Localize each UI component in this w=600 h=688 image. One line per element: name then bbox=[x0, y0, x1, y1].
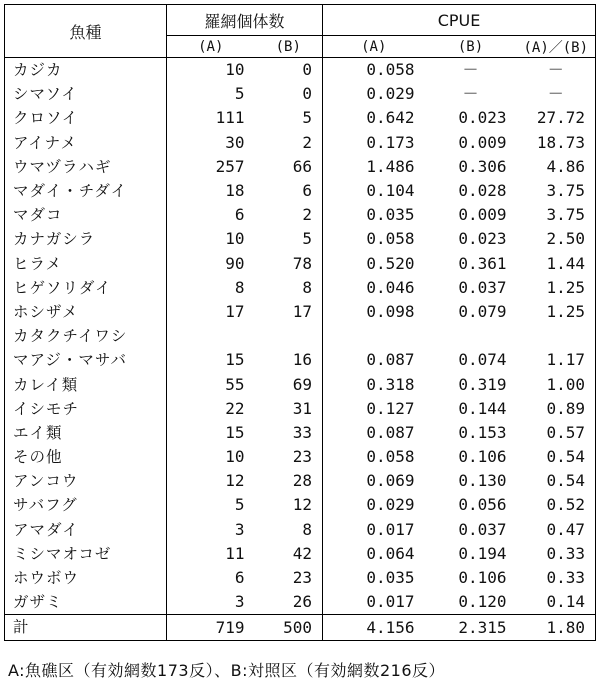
species-name: クロソイ bbox=[5, 106, 167, 130]
catch-b-cell: 5 bbox=[255, 227, 323, 251]
species-name: マアジ・マサバ bbox=[5, 348, 167, 372]
catch-a-cell: 10 bbox=[225, 447, 245, 467]
catch-a-cell: 5 bbox=[234, 495, 245, 515]
cpue-a-cell: 0.035 bbox=[366, 568, 415, 588]
subheader-cpue-a: (A) bbox=[323, 36, 425, 58]
cpue-b-cell: 0.023 bbox=[458, 229, 507, 249]
cpue-b-cell: 0.144 bbox=[458, 398, 507, 418]
species-name: カジカ bbox=[5, 58, 167, 83]
ratio-cell: 1.00 bbox=[546, 374, 586, 394]
species-name: アイナメ bbox=[5, 131, 167, 155]
ratio-cell: 27.72 bbox=[536, 108, 586, 128]
cpue-a-cell: 0.029 bbox=[366, 84, 415, 104]
catch-a-cell: 90 bbox=[225, 253, 245, 273]
catch-b-cell: 33 bbox=[255, 421, 323, 445]
ratio-cell: 1.25 bbox=[546, 301, 586, 321]
table-row bbox=[5, 518, 596, 542]
cpue-group-header: CPUE bbox=[437, 10, 481, 30]
species-name: その他 bbox=[5, 445, 167, 469]
catch-group-header: 羅網個体数 bbox=[167, 5, 323, 36]
table-body bbox=[5, 58, 596, 615]
catch-b-cell: 23 bbox=[255, 566, 323, 590]
cpue-a-cell: 0.098 bbox=[366, 301, 415, 321]
table-row bbox=[5, 58, 596, 83]
table-row bbox=[5, 445, 596, 469]
species-name: シマソイ bbox=[5, 82, 167, 106]
species-name: カタクチイワシ bbox=[5, 324, 167, 348]
catch-a-cell: 30 bbox=[225, 132, 245, 152]
ratio-cell: 3.75 bbox=[546, 205, 586, 225]
catch-a-cell: 6 bbox=[234, 568, 245, 588]
cpue-a-cell: 0.017 bbox=[366, 519, 415, 539]
catch-b-cell: 0 bbox=[255, 58, 323, 83]
catch-b-cell: 69 bbox=[255, 372, 323, 396]
total-ratio: 1.80 bbox=[517, 615, 596, 641]
cpue-b-cell: 0.194 bbox=[458, 543, 507, 563]
table-row bbox=[5, 203, 596, 227]
catch-b-cell: 31 bbox=[255, 397, 323, 421]
ratio-cell: 1.44 bbox=[546, 253, 586, 273]
catch-b-cell: 5 bbox=[255, 106, 323, 130]
table-row bbox=[5, 397, 596, 421]
table-row bbox=[5, 300, 596, 324]
cpue-b-cell: 0.037 bbox=[458, 277, 507, 297]
catch-a-cell: 3 bbox=[234, 519, 245, 539]
cpue-b-cell: 0.009 bbox=[458, 132, 507, 152]
cpue-b-cell: － bbox=[425, 58, 517, 83]
catch-b-cell: 2 bbox=[255, 203, 323, 227]
ratio-cell: 4.86 bbox=[546, 156, 586, 176]
catch-a-cell: 12 bbox=[225, 471, 245, 491]
catch-b-cell: 8 bbox=[255, 276, 323, 300]
table-row bbox=[5, 324, 596, 348]
catch-b-cell: 26 bbox=[255, 590, 323, 615]
cpue-a-cell: 0.069 bbox=[366, 471, 415, 491]
header-row-1 bbox=[5, 5, 596, 36]
ratio-cell: － bbox=[517, 58, 596, 83]
ratio-cell: 0.14 bbox=[546, 592, 586, 612]
cpue-a-cell: 1.486 bbox=[366, 156, 415, 176]
catch-a-cell: 22 bbox=[225, 398, 245, 418]
catch-b-cell bbox=[255, 324, 323, 348]
species-header: 魚種 bbox=[5, 5, 167, 58]
table-row bbox=[5, 252, 596, 276]
catch-b-cell: 6 bbox=[255, 179, 323, 203]
ratio-cell: － bbox=[547, 84, 564, 104]
species-name: マダコ bbox=[5, 203, 167, 227]
cpue-b-cell: 0.306 bbox=[458, 156, 507, 176]
catch-b-cell: 0 bbox=[255, 82, 323, 106]
table-row bbox=[5, 421, 596, 445]
ratio-cell: 0.33 bbox=[546, 568, 586, 588]
catch-a-cell: 6 bbox=[234, 205, 245, 225]
ratio-cell: 0.54 bbox=[546, 447, 586, 467]
catch-a-cell: 15 bbox=[225, 422, 245, 442]
species-name: アンコウ bbox=[5, 469, 167, 493]
catch-a-cell: 18 bbox=[225, 181, 245, 201]
cpue-a-cell: 0.104 bbox=[366, 181, 415, 201]
cpue-b-cell: 0.028 bbox=[458, 181, 507, 201]
species-name: ミシマオコゼ bbox=[5, 542, 167, 566]
cpue-b-cell: 0.009 bbox=[458, 205, 507, 225]
catch-a-cell: 10 bbox=[225, 229, 245, 249]
ratio-cell: 0.89 bbox=[546, 398, 586, 418]
catch-a-cell: 3 bbox=[234, 592, 245, 612]
total-row bbox=[5, 615, 596, 641]
species-name: カレイ類 bbox=[5, 372, 167, 396]
catch-a-cell: 17 bbox=[225, 301, 245, 321]
ratio-cell: 3.75 bbox=[546, 181, 586, 201]
total-cpue-a: 4.156 bbox=[323, 615, 425, 641]
catch-a-cell: 55 bbox=[225, 374, 245, 394]
cpue-b-cell: － bbox=[462, 84, 479, 104]
cpue-b-cell: 0.106 bbox=[458, 447, 507, 467]
cpue-a-cell: 0.064 bbox=[366, 543, 415, 563]
cpue-a-cell: 0.520 bbox=[366, 253, 415, 273]
cpue-a-cell: 0.173 bbox=[366, 132, 415, 152]
table-row bbox=[5, 106, 596, 130]
species-name: ホシザメ bbox=[5, 300, 167, 324]
species-name: エイ類 bbox=[5, 421, 167, 445]
ratio-cell: 1.17 bbox=[546, 350, 586, 370]
subheader-ratio: (A)／(B) bbox=[517, 36, 596, 58]
species-name: ガザミ bbox=[5, 590, 167, 615]
species-name: カナガシラ bbox=[5, 227, 167, 251]
catch-b-cell: 28 bbox=[255, 469, 323, 493]
cpue-b-cell bbox=[425, 324, 517, 348]
cpue-a-cell: 0.058 bbox=[366, 447, 415, 467]
cpue-b-cell: 0.106 bbox=[458, 568, 507, 588]
table-row bbox=[5, 372, 596, 396]
catch-b-cell: 42 bbox=[255, 542, 323, 566]
cpue-b-cell: 0.037 bbox=[458, 519, 507, 539]
ratio-cell: 18.73 bbox=[536, 132, 586, 152]
cpue-a-cell bbox=[323, 324, 425, 348]
cpue-a-cell: 0.035 bbox=[366, 205, 415, 225]
cpue-a-cell: 0.642 bbox=[366, 108, 415, 128]
species-name: アマダイ bbox=[5, 518, 167, 542]
ratio-cell: 0.57 bbox=[546, 422, 586, 442]
subheader-cpue-b: (B) bbox=[425, 36, 517, 58]
species-name: ホウボウ bbox=[5, 566, 167, 590]
cpue-b-cell: 0.153 bbox=[458, 422, 507, 442]
total-b: 500 bbox=[255, 615, 323, 641]
cpue-a-cell: 0.029 bbox=[366, 495, 415, 515]
cpue-b-cell: 0.319 bbox=[458, 374, 507, 394]
catch-a-cell: 5 bbox=[234, 84, 245, 104]
species-name: ヒラメ bbox=[5, 252, 167, 276]
catch-a-cell: 10 bbox=[167, 58, 255, 83]
table-row bbox=[5, 276, 596, 300]
catch-b-cell: 78 bbox=[255, 252, 323, 276]
subheader-catch-b: (B) bbox=[255, 36, 323, 58]
cpue-a-cell: 0.046 bbox=[366, 277, 415, 297]
subheader-catch-a: (A) bbox=[167, 36, 255, 58]
cpue-a-cell: 0.318 bbox=[366, 374, 415, 394]
cpue-a-cell: 0.087 bbox=[366, 422, 415, 442]
table-row bbox=[5, 179, 596, 203]
cpue-b-cell: 0.130 bbox=[458, 471, 507, 491]
ratio-cell: 0.52 bbox=[546, 495, 586, 515]
species-name: サバフグ bbox=[5, 493, 167, 517]
ratio-cell: 0.47 bbox=[546, 519, 586, 539]
catch-a-cell: 257 bbox=[215, 156, 245, 176]
cpue-b-cell: 0.056 bbox=[458, 495, 507, 515]
cpue-b-cell: 0.074 bbox=[458, 350, 507, 370]
footnote: A:魚礁区（有効網数173反）、B:対照区（有効網数216反） bbox=[8, 661, 446, 680]
ratio-cell: 1.25 bbox=[546, 277, 586, 297]
cpue-a-cell: 0.087 bbox=[366, 350, 415, 370]
catch-b-cell: 23 bbox=[255, 445, 323, 469]
cpue-b-cell: 0.079 bbox=[458, 301, 507, 321]
cpue-table bbox=[4, 4, 596, 641]
catch-b-cell: 66 bbox=[255, 155, 323, 179]
ratio-cell bbox=[517, 324, 596, 348]
species-name: ヒゲソリダイ bbox=[5, 276, 167, 300]
cpue-a-cell: 0.058 bbox=[366, 229, 415, 249]
cpue-b-cell: 0.361 bbox=[458, 253, 507, 273]
ratio-cell: 0.54 bbox=[546, 471, 586, 491]
catch-a-cell: 11 bbox=[225, 543, 245, 563]
table-row bbox=[5, 227, 596, 251]
catch-b-cell: 12 bbox=[255, 493, 323, 517]
table-row bbox=[5, 469, 596, 493]
table-row bbox=[5, 542, 596, 566]
catch-a-cell: 8 bbox=[234, 277, 245, 297]
table-row bbox=[5, 131, 596, 155]
catch-b-cell: 17 bbox=[255, 300, 323, 324]
table-row bbox=[5, 493, 596, 517]
cpue-a-cell: 0.127 bbox=[366, 398, 415, 418]
total-label: 計 bbox=[5, 615, 167, 641]
table-row bbox=[5, 566, 596, 590]
catch-b-cell: 2 bbox=[255, 131, 323, 155]
species-name: ウマヅラハギ bbox=[5, 155, 167, 179]
cpue-a-cell: 0.058 bbox=[323, 58, 425, 83]
catch-a-cell: 15 bbox=[225, 350, 245, 370]
table-row bbox=[5, 155, 596, 179]
total-a: 719 bbox=[167, 615, 255, 641]
ratio-cell: 2.50 bbox=[546, 229, 586, 249]
cpue-b-cell: 0.120 bbox=[458, 592, 507, 612]
table-row bbox=[5, 82, 596, 106]
catch-a-cell bbox=[167, 324, 255, 348]
ratio-cell: 0.33 bbox=[546, 543, 586, 563]
catch-b-cell: 16 bbox=[255, 348, 323, 372]
cpue-a-cell: 0.017 bbox=[366, 592, 415, 612]
catch-a-cell: 111 bbox=[215, 108, 245, 128]
catch-b-cell: 8 bbox=[255, 518, 323, 542]
table-row bbox=[5, 590, 596, 615]
table-row bbox=[5, 348, 596, 372]
total-cpue-b: 2.315 bbox=[425, 615, 517, 641]
species-name: マダイ・チダイ bbox=[5, 179, 167, 203]
species-name: イシモチ bbox=[5, 397, 167, 421]
cpue-b-cell: 0.023 bbox=[458, 108, 507, 128]
